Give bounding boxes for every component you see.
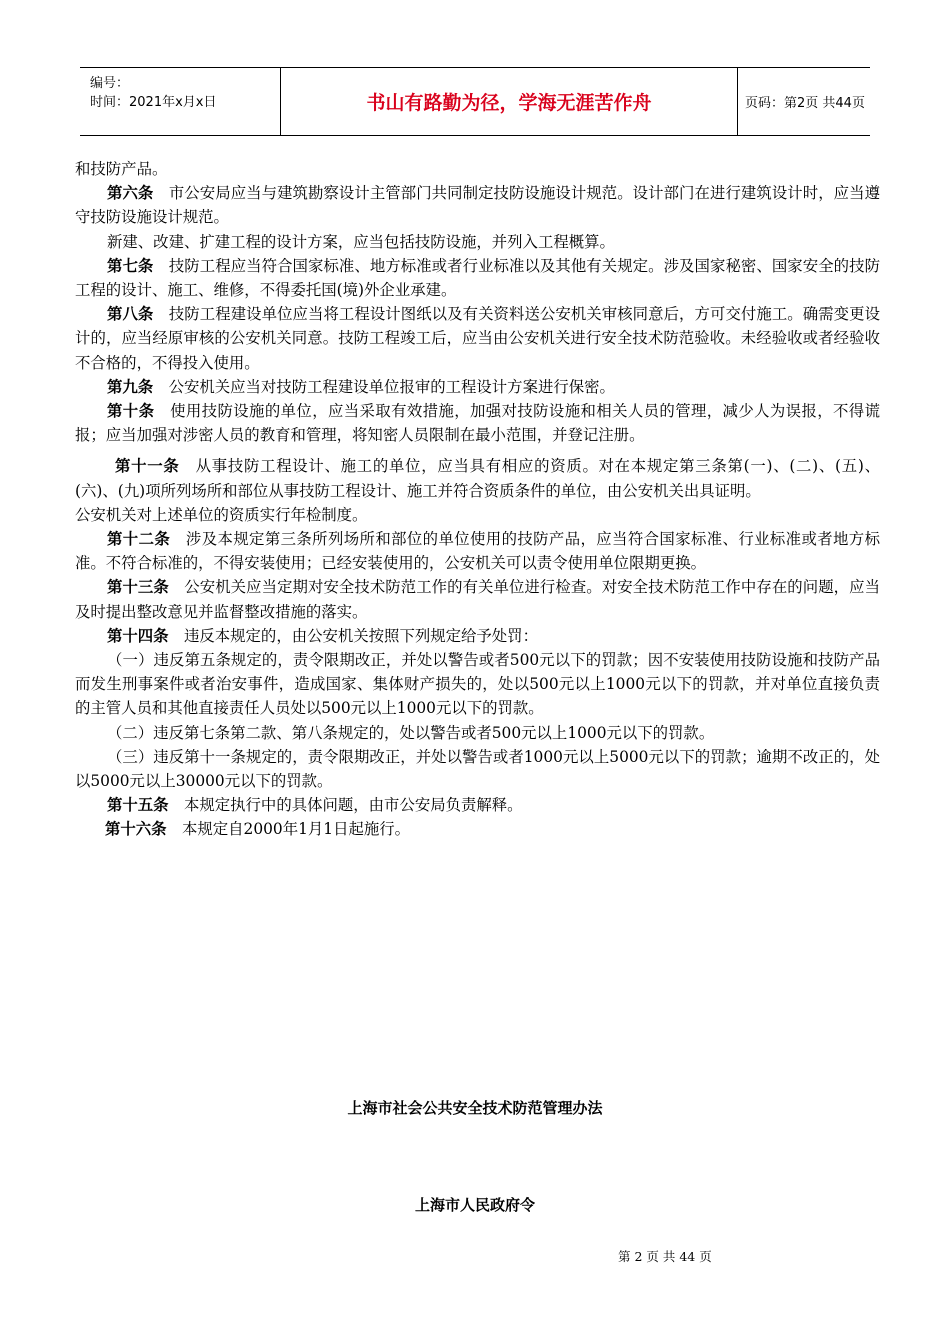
article-heading: 第十二条 xyxy=(107,530,171,549)
article-heading: 第十条 xyxy=(107,402,155,421)
article-16 xyxy=(75,817,880,841)
paragraph xyxy=(75,230,880,254)
article-8 xyxy=(75,302,880,375)
paragraph-text: 本规定执行中的具体问题，由市公安局负责解释。 xyxy=(168,796,523,815)
paragraph xyxy=(75,157,880,181)
paragraph-text: 技防工程建设单位应当将工程设计图纸以及有关资料送公安机关审核同意后，方可交付施工。确需变更设计的，应当经原审核的公安机关同意。技防工程竣工后，应当由公安机关进行安全技术防范验收。未经验收或者经验收不合格的，不得投入使用。 xyxy=(75,305,880,372)
paragraph-text: 公安机关应当定期对安全技术防范工作的有关单位进行检查。对安全技术防范工作中存在的问题，应当及时提出整改意见并监督整改措施的落实。 xyxy=(75,578,880,621)
document-number-label: 编号： xyxy=(90,76,130,91)
header-page-number: 页码：第2页 共44页 xyxy=(745,96,865,111)
article-14 xyxy=(75,624,880,648)
article-heading: 第九条 xyxy=(107,377,154,396)
page-header xyxy=(80,67,870,136)
paragraph-text: 本规定自2000年1月1日起施行。 xyxy=(166,820,411,839)
article-heading: 第十三条 xyxy=(107,578,169,597)
article-heading: 第七条 xyxy=(107,256,154,275)
article-heading: 第十四条 xyxy=(107,626,169,645)
paragraph-text: 从事技防工程设计、施工的单位，应当具有相应的资质。对在本规定第三条第(一)、(二)、(五)、(六)、(九)项所列场所和部位从事技防工程设计、施工并符合资质条件的单位，由公安机关出具证明。 xyxy=(75,457,880,500)
article-15 xyxy=(75,793,880,817)
section-title: 上海市社会公共安全技术防范管理办法 xyxy=(347,1099,603,1117)
section-subtitle: 上海市人民政府令 xyxy=(414,1196,535,1214)
article-heading: 第十一条 xyxy=(115,457,180,476)
paragraph-text: 违反本规定的，由公安机关按照下列规定给予处罚： xyxy=(168,626,538,645)
paragraph-text: 使用技防设施的单位，应当采取有效措施，加强对技防设施和相关人员的管理，减少人为误报，不得谎报；应当加强对涉密人员的教育和管理，将知密人员限制在最小范围，并登记注册。 xyxy=(75,402,880,445)
paragraph-text: 公安机关应当对技防工程建设单位报审的工程设计方案进行保密。 xyxy=(153,377,615,396)
article-heading: 第十六条 xyxy=(105,820,167,839)
header-motto: 书山有路勤为径，学海无涯苦作舟 xyxy=(280,68,738,135)
penalty-item-1 xyxy=(75,648,880,721)
article-7 xyxy=(75,254,880,302)
paragraph-text: 技防工程应当符合国家标准、地方标准或者行业标准以及其他有关规定。涉及国家秘密、国家安全的技防工程的设计、施工、维修，不得委托国(境)外企业承建。 xyxy=(75,256,880,300)
document-date-label: 时间：2021年x月x日 xyxy=(90,95,217,110)
article-heading: 第八条 xyxy=(107,305,154,324)
article-11 xyxy=(75,454,880,502)
header-info xyxy=(80,68,280,135)
page-footer: 第 2 页 共 44 页 xyxy=(618,1249,712,1264)
paragraph-text: 和技防产品。 xyxy=(75,160,168,178)
paragraph-text: （一）违反第五条规定的，责令限期改正，并处以警告或者500元以下的罚款；因不安装使用技防设施和技防产品而发生刑事案件或者治安事件，造成国家、集体财产损失的，处以500元以上1000元以下的罚款，并对单位直接负责的主管人员和其他直接责任人员处以500元以上1000元以下的罚款。 xyxy=(75,651,880,718)
article-13 xyxy=(75,575,880,623)
article-heading: 第六条 xyxy=(107,184,154,203)
document-body xyxy=(75,157,880,842)
paragraph xyxy=(75,503,880,527)
paragraph-text: （三）违反第十一条规定的，责令限期改正，并处以警告或者1000元以上5000元以下的罚款；逾期不改正的，处以5000元以上30000元以下的罚款。 xyxy=(75,747,880,791)
penalty-item-2 xyxy=(75,721,880,745)
penalty-item-3 xyxy=(75,745,880,793)
paragraph-text: 市公安局应当与建筑勘察设计主管部门共同制定技防设施设计规范。设计部门在进行建筑设计时，应当遵守技防设施设计规范。 xyxy=(75,184,880,227)
article-heading: 第十五条 xyxy=(107,796,169,815)
article-9 xyxy=(75,375,880,399)
paragraph-text: 涉及本规定第三条所列场所和部位的单位使用的技防产品，应当符合国家标准、行业标准或者地方标准。不符合标准的，不得安装使用；已经安装使用的，公安机关可以责令使用单位限期更换。 xyxy=(75,530,880,573)
paragraph-text: （二）违反第七条第二款、第八条规定的，处以警告或者500元以上1000元以下的罚款。 xyxy=(107,723,715,742)
article-10 xyxy=(75,399,880,447)
paragraph-text: 新建、改建、扩建工程的设计方案，应当包括技防设施，并列入工程概算。 xyxy=(107,232,615,251)
article-12 xyxy=(75,527,880,575)
paragraph-text: 公安机关对上述单位的资质实行年检制度。 xyxy=(75,505,368,524)
article-6 xyxy=(75,181,880,229)
